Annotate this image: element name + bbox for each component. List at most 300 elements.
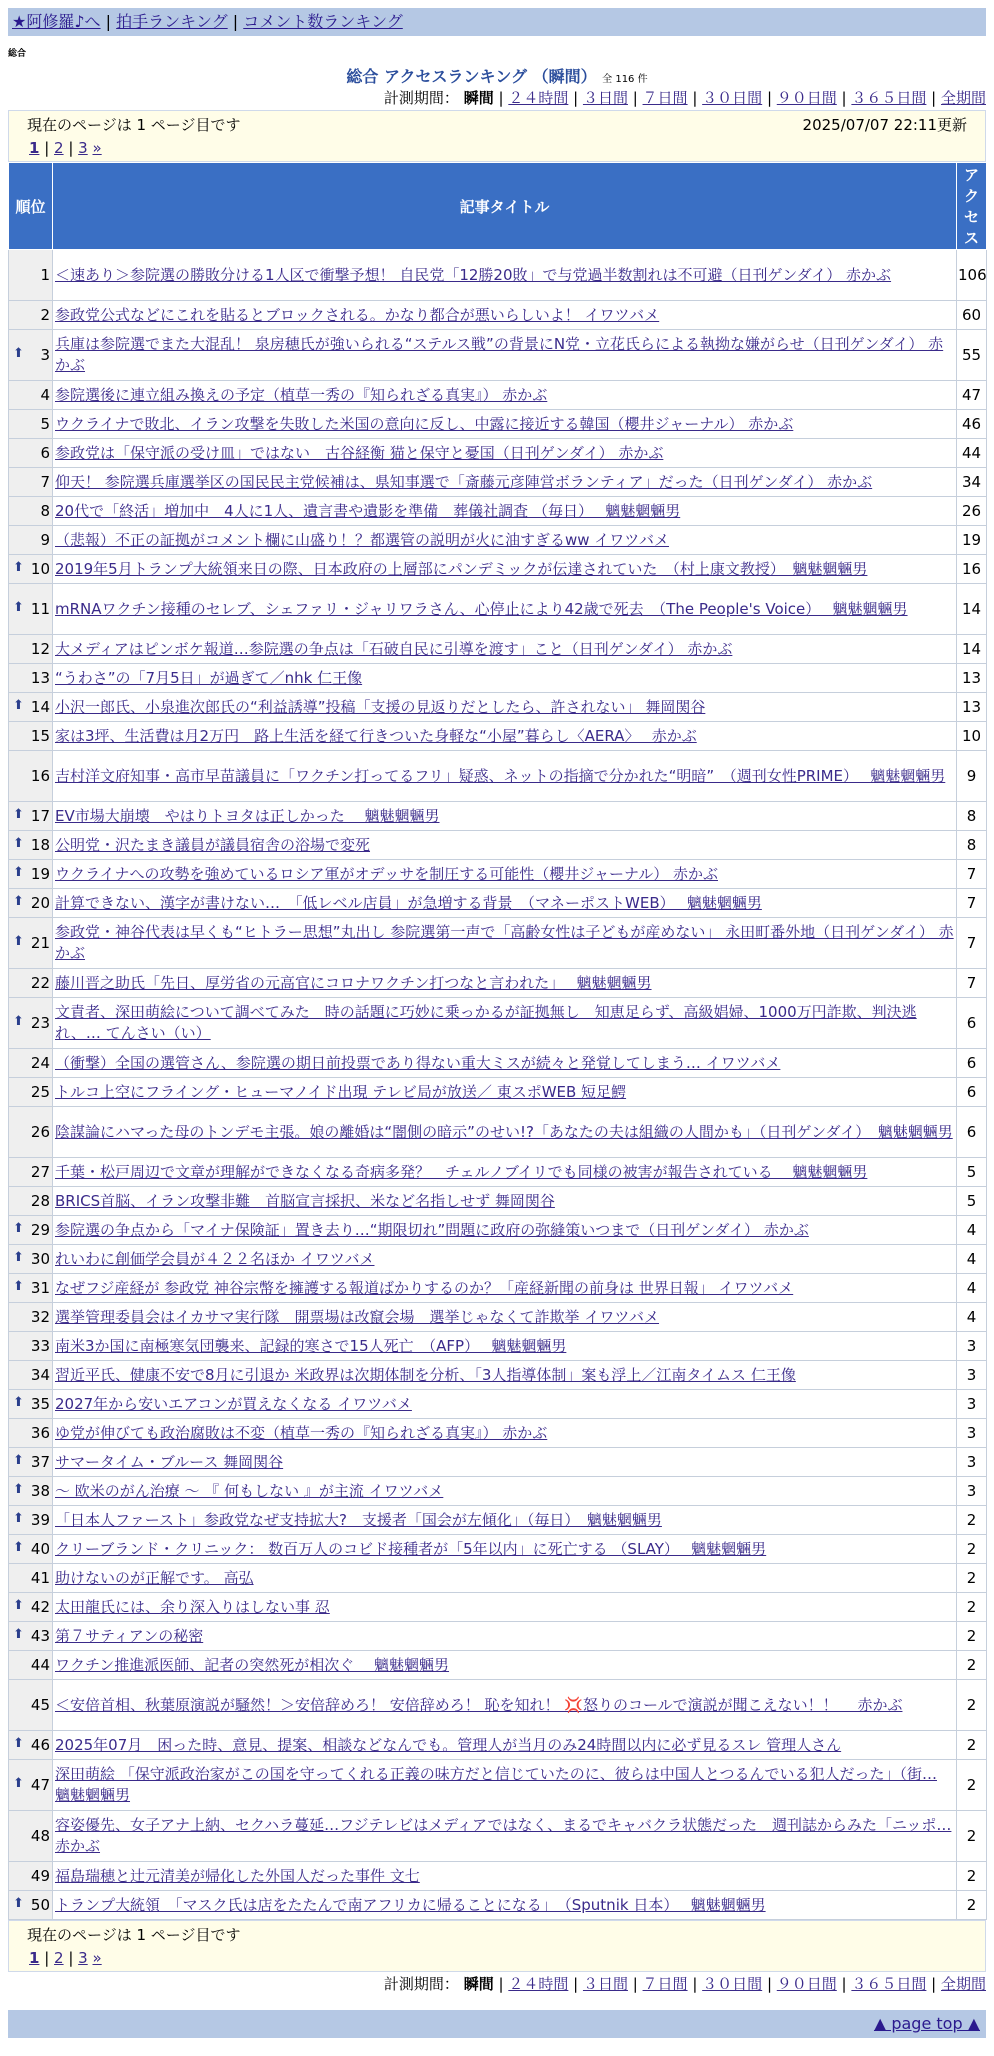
table-row	[9, 439, 987, 468]
access-count: 8	[957, 831, 987, 860]
table-row	[9, 301, 987, 330]
period-link[interactable]: ２４時間	[508, 1975, 569, 1993]
access-count: 6	[957, 1049, 987, 1078]
table-row	[9, 1862, 987, 1891]
period-link[interactable]: ３０日間	[702, 89, 763, 107]
table-row	[9, 1760, 987, 1811]
article-link[interactable]: 計算できない、漢字が書けない… 「低レベル店員」が急増する背景 （マネーポストWEB） 魑魅魍魎男	[55, 893, 762, 912]
rank-cell	[9, 1477, 53, 1506]
table-row	[9, 1216, 987, 1245]
article-link[interactable]: 太田龍氏には、余り深入りはしない事 忍	[55, 1597, 330, 1616]
article-link[interactable]: （衝撃）全国の選管さん、参院選の期日前投票であり得ない重大ミスが続々と発覚してしまう… イワツバメ	[55, 1053, 781, 1072]
page-link[interactable]: 3	[78, 1949, 88, 1967]
table-row	[9, 250, 987, 301]
title-cell	[53, 1731, 957, 1760]
rank-number: 8	[40, 502, 50, 520]
rank-number: 4	[40, 386, 50, 404]
access-count: 2	[957, 1535, 987, 1564]
title-cell	[53, 664, 957, 693]
rank-cell	[9, 1448, 53, 1477]
period-separator: |	[687, 89, 703, 107]
article-link[interactable]: 参政党・神谷代表は早くも“ヒトラー思想”丸出し 参院選第一声で「高齢女性は子どもが産めない」 永田町番外地（日刊ゲンダイ） 赤かぶ	[55, 923, 954, 962]
title-cell	[53, 1274, 957, 1303]
title-cell	[53, 1419, 957, 1448]
title-cell	[53, 1390, 957, 1419]
table-row	[9, 1731, 987, 1760]
rank-number: 37	[30, 1453, 50, 1471]
rank-number: 24	[30, 1054, 50, 1072]
table-row	[9, 1564, 987, 1593]
page-separator: |	[63, 1949, 79, 1967]
ranking-title: 総合 アクセスランキング （瞬間）	[346, 67, 597, 86]
rank-number: 38	[30, 1482, 50, 1500]
title-cell	[53, 250, 957, 301]
rank-number: 22	[30, 974, 50, 992]
period-link[interactable]: ３日間	[582, 89, 628, 107]
table-row	[9, 468, 987, 497]
rank-number: 42	[30, 1598, 50, 1616]
table-row	[9, 1506, 987, 1535]
access-count: 2	[957, 1593, 987, 1622]
page-title	[8, 64, 986, 86]
table-row	[9, 555, 987, 584]
access-count: 13	[957, 664, 987, 693]
access-count: 2	[957, 1731, 987, 1760]
table-row	[9, 1303, 987, 1332]
rank-cell	[9, 693, 53, 722]
table-row	[9, 1078, 987, 1107]
rank-up-icon: ⬆	[13, 1736, 24, 1751]
rank-up-icon: ⬆	[13, 807, 24, 822]
title-cell	[53, 439, 957, 468]
title-cell	[53, 330, 957, 381]
table-row	[9, 584, 987, 635]
title-cell	[53, 526, 957, 555]
access-count: 3	[957, 1332, 987, 1361]
article-link[interactable]: なぜフジ産経が 参政党 神谷宗幣を擁護する報道ばかりするのか？「産経新聞の前身は 世界日報」 イワツバメ	[55, 1278, 794, 1297]
period-link[interactable]: 全期間	[940, 1975, 986, 1993]
rank-number: 20	[30, 894, 50, 912]
ranking-count: 全 116 件	[602, 74, 648, 85]
col-rank-header: 順位	[9, 163, 53, 250]
period-link[interactable]: ９０日間	[776, 1975, 837, 1993]
article-link[interactable]: 参政党公式などにこれを貼るとブロックされる。かなり都合が悪いらしいよ！ イワツバメ	[55, 305, 660, 324]
rank-number: 50	[30, 1896, 50, 1914]
period-separator: |	[762, 1975, 777, 1993]
table-row	[9, 1361, 987, 1390]
access-count: 14	[957, 635, 987, 664]
updated-time: 2025/07/07 22:11更新	[802, 116, 967, 134]
period-current: 瞬間	[463, 89, 494, 107]
page-link[interactable]: 3	[78, 139, 88, 157]
rank-up-icon: ⬆	[13, 1221, 24, 1236]
access-count: 3	[957, 1390, 987, 1419]
rank-number: 11	[30, 600, 50, 618]
access-count: 2	[957, 1622, 987, 1651]
article-link[interactable]: （悲報）不正の証拠がコメント欄に山盛り！？都選管の説明が火に油すぎるww イワツバメ	[55, 530, 670, 549]
title-cell	[53, 1216, 957, 1245]
rank-cell	[9, 1535, 53, 1564]
article-link[interactable]: クリーブランド・クリニック： 数百万人のコビド接種者が「5年以内」に死亡する （SLAY） 魑魅魍魎男	[55, 1539, 767, 1558]
access-count: 4	[957, 1216, 987, 1245]
table-row	[9, 497, 987, 526]
period-selector-top	[8, 86, 986, 110]
title-cell	[53, 831, 957, 860]
rank-cell	[9, 1107, 53, 1158]
article-link[interactable]: 2025年07月 困った時、意見、提案、相談などなんでも。管理人が当月のみ24時間以内に必ず見るスレ 管理人さん	[55, 1735, 842, 1754]
rank-cell	[9, 1361, 53, 1390]
rank-up-icon: ⬆	[13, 1598, 24, 1613]
rank-cell	[9, 1651, 53, 1680]
article-link[interactable]: 習近平氏、健康不安で8月に引退か 米政界は次期体制を分析、「3人指導体制」案も浮上／江南タイムス 仁王像	[55, 1365, 796, 1384]
top-nav	[8, 8, 986, 36]
access-count: 47	[957, 381, 987, 410]
article-link[interactable]: 小沢一郎氏、小泉進次郎氏の“利益誘導”投稿「支援の見返りだとしたら、許されない」 舞岡関谷	[55, 697, 706, 716]
period-link[interactable]: ９０日間	[776, 89, 837, 107]
title-cell	[53, 1535, 957, 1564]
rank-cell	[9, 1862, 53, 1891]
rank-cell	[9, 468, 53, 497]
table-row	[9, 1049, 987, 1078]
rank-up-icon: ⬆	[13, 1511, 24, 1526]
title-cell	[53, 1593, 957, 1622]
period-link[interactable]: 全期間	[940, 89, 986, 107]
page-link[interactable]: 2	[54, 139, 64, 157]
table-row	[9, 635, 987, 664]
page-status: 現在のページは 1 ページ目です	[27, 116, 241, 134]
title-cell	[53, 860, 957, 889]
title-cell	[53, 497, 957, 526]
period-separator: |	[568, 1975, 583, 1993]
period-link[interactable]: ３６５日間	[851, 89, 927, 107]
article-link[interactable]: BRICS首脳、イラン攻撃非難 首脳宣言採択、米など名指しせず 舞岡関谷	[55, 1191, 555, 1210]
rank-number: 10	[30, 560, 50, 578]
access-count: 9	[957, 751, 987, 802]
rank-cell	[9, 1593, 53, 1622]
rank-cell	[9, 381, 53, 410]
access-count: 2	[957, 1651, 987, 1680]
col-access-header: アクセス	[957, 163, 987, 250]
rank-number: 47	[30, 1776, 50, 1794]
article-link[interactable]: 吉村洋文府知事・高市早苗議員に「ワクチン打ってるフリ」疑惑、ネットの指摘で分かれた“明暗” （週刊女性PRIME） 魑魅魍魎男	[55, 766, 946, 785]
rank-cell	[9, 555, 53, 584]
article-link[interactable]: ゆ党が伸びても政治腐敗は不変（植草一秀の『知られざる真実』） 赤かぶ	[55, 1423, 548, 1442]
rank-up-icon: ⬆	[13, 1627, 24, 1642]
article-link[interactable]: 藤川晋之助氏「先日、厚労省の元高官にコロナワクチン打つなと言われた」 魑魅魍魎男	[55, 973, 652, 992]
access-count: 3	[957, 1477, 987, 1506]
article-link[interactable]: 参政党は「保守派の受け皿」ではない 古谷経衡 猫と保守と憂国（日刊ゲンダイ） 赤かぶ	[55, 443, 664, 462]
title-cell	[53, 1760, 957, 1811]
article-link[interactable]: 家は3坪、生活費は月2万円 路上生活を経て行きついた身軽な“小屋”暮らし〈AERA〉 赤かぶ	[55, 726, 697, 745]
table-row	[9, 802, 987, 831]
period-link[interactable]: ３０日間	[702, 1975, 763, 1993]
breadcrumb: 総合	[8, 49, 27, 59]
rank-cell	[9, 918, 53, 969]
access-count: 7	[957, 918, 987, 969]
rank-cell	[9, 410, 53, 439]
rank-number: 34	[30, 1366, 50, 1384]
access-count: 6	[957, 1078, 987, 1107]
article-link[interactable]: 陰謀論にハマった母のトンデモ主張。娘の離婚は“闇側の暗示”のせい!?「あなたの夫は組織の人間かも」（日刊ゲンダイ） 魑魅魍魎男	[55, 1122, 953, 1141]
rank-up-icon: ⬆	[13, 836, 24, 851]
period-label: 計測期間：	[383, 1975, 459, 1993]
title-cell	[53, 1564, 957, 1593]
access-count: 3	[957, 1361, 987, 1390]
rank-up-icon: ⬆	[13, 560, 24, 575]
access-count: 16	[957, 555, 987, 584]
rank-cell	[9, 301, 53, 330]
page-link[interactable]: 2	[54, 1949, 64, 1967]
title-cell	[53, 1891, 957, 1920]
period-separator: |	[498, 89, 509, 107]
rank-cell	[9, 1419, 53, 1448]
table-row	[9, 1680, 987, 1731]
access-count: 60	[957, 301, 987, 330]
table-row	[9, 969, 987, 998]
table-row	[9, 381, 987, 410]
title-cell	[53, 693, 957, 722]
access-count: 6	[957, 1107, 987, 1158]
rank-number: 15	[30, 727, 50, 745]
page-next-link[interactable]: »	[92, 139, 102, 157]
rank-cell	[9, 1216, 53, 1245]
page-top-link[interactable]: ▲ page top ▲	[873, 2014, 980, 2033]
page-next-link[interactable]: »	[92, 1949, 102, 1967]
title-cell	[53, 889, 957, 918]
comment-ranking-link[interactable]: コメント数ランキング	[243, 12, 403, 31]
article-link[interactable]: ワクチン推進派医師、記者の突然死が相次ぐ 魑魅魍魎男	[55, 1655, 450, 1674]
table-row	[9, 722, 987, 751]
article-link[interactable]: トランプ大統領 「マスク氏は店をたたんで南アフリカに帰ることになる」 （Sputnik 日本） 魑魅魍魎男	[55, 1895, 766, 1914]
rank-cell	[9, 1680, 53, 1731]
access-count: 3	[957, 1448, 987, 1477]
period-separator: |	[762, 89, 777, 107]
article-link[interactable]: 第７サティアンの秘密	[55, 1626, 204, 1645]
rank-number: 12	[30, 640, 50, 658]
rank-up-icon: ⬆	[13, 1250, 24, 1265]
rank-number: 49	[30, 1867, 50, 1885]
rank-up-icon: ⬆	[13, 1395, 24, 1410]
article-link[interactable]: 千葉・松戸周辺で文章が理解ができなくなる奇病多発？ チェルノブイリでも同様の被害が報告されている 魑魅魍魎男	[55, 1162, 868, 1181]
period-link[interactable]: ２４時間	[508, 89, 569, 107]
table-row	[9, 1107, 987, 1158]
title-cell	[53, 1862, 957, 1891]
rank-cell	[9, 1078, 53, 1107]
access-count: 13	[957, 693, 987, 722]
rank-up-icon: ⬆	[13, 698, 24, 713]
rank-cell	[9, 497, 53, 526]
access-count: 55	[957, 330, 987, 381]
article-link[interactable]: サマータイム・ブルース 舞岡関谷	[55, 1452, 284, 1471]
article-link[interactable]: ＜速あり＞参院選の勝敗分ける1人区で衝撃予想！ 自民党「12勝20敗」で与党過半数割れは不可避（日刊ゲンダイ） 赤かぶ	[55, 265, 892, 284]
rank-number: 48	[30, 1827, 50, 1845]
rank-number: 25	[30, 1083, 50, 1101]
article-link[interactable]: ウクライナで敗北、イラン攻撃を失敗した米国の意向に反し、中露に接近する韓国（櫻井ジャーナル） 赤かぶ	[55, 414, 794, 433]
rank-cell	[9, 1622, 53, 1651]
access-count: 2	[957, 1506, 987, 1535]
access-count: 106	[957, 250, 987, 301]
article-link[interactable]: “うわさ”の「7月5日」が過ぎて／nhk 仁王像	[55, 668, 363, 687]
rank-number: 23	[30, 1014, 50, 1032]
rank-cell	[9, 1187, 53, 1216]
rank-number: 40	[30, 1540, 50, 1558]
rank-cell	[9, 998, 53, 1049]
rank-number: 6	[40, 444, 50, 462]
rank-cell	[9, 1303, 53, 1332]
rank-up-icon: ⬆	[13, 346, 24, 361]
rank-number: 9	[40, 531, 50, 549]
article-link[interactable]: 参院選後に連立組み換えの予定（植草一秀の『知られざる真実』） 赤かぶ	[55, 385, 548, 404]
rank-cell	[9, 802, 53, 831]
article-link[interactable]: れいわに創価学会員が４２２名ほか イワツバメ	[55, 1249, 375, 1268]
access-count: 5	[957, 1187, 987, 1216]
rank-cell	[9, 439, 53, 468]
article-link[interactable]: ウクライナへの攻勢を強めているロシア軍がオデッサを制圧する可能性（櫻井ジャーナル） 赤かぶ	[55, 864, 718, 883]
rank-number: 21	[30, 934, 50, 952]
access-count: 2	[957, 1564, 987, 1593]
article-link[interactable]: 2019年5月トランプ大統領来日の際、日本政府の上層部にパンデミックが伝達されていた （村上康文教授） 魑魅魍魎男	[55, 559, 868, 578]
article-link[interactable]: 選挙管理委員会はイカサマ実行隊 開票場は改竄会場 選挙じゃなくて詐欺挙 イワツバメ	[55, 1307, 660, 1326]
table-row	[9, 410, 987, 439]
table-row	[9, 1158, 987, 1187]
access-count: 7	[957, 889, 987, 918]
rank-number: 16	[30, 767, 50, 785]
article-link[interactable]: 容姿優先、女子アナ上納、セクハラ蔓延…フジテレビはメディアではなく、まるでキャバクラ状態だった 週刊誌からみた「ニッポ… 赤かぶ	[55, 1816, 952, 1855]
rank-cell	[9, 635, 53, 664]
rank-number: 13	[30, 669, 50, 687]
article-link[interactable]: ～ 欧米のがん治療 ～ 『 何もしない 』が主流 イワツバメ	[55, 1481, 444, 1500]
title-cell	[53, 1107, 957, 1158]
table-row	[9, 751, 987, 802]
clap-ranking-link[interactable]: 拍手ランキング	[116, 12, 228, 31]
title-cell	[53, 1622, 957, 1651]
table-row	[9, 1448, 987, 1477]
article-link[interactable]: mRNAワクチン接種のセレブ、シェファリ・ジャリワラさん、心停止により42歳で死去 （The People's Voice） 魑魅魍魎男	[55, 599, 908, 618]
nav-separator: |	[232, 12, 239, 31]
rank-number: 28	[30, 1192, 50, 1210]
rank-cell	[9, 1390, 53, 1419]
access-count: 2	[957, 1811, 987, 1862]
page-separator: |	[39, 1949, 55, 1967]
page-current[interactable]: 1	[29, 139, 40, 157]
rank-number: 19	[30, 865, 50, 883]
rank-number: 1	[40, 266, 50, 284]
table-row	[9, 889, 987, 918]
rank-number: 35	[30, 1395, 50, 1413]
article-link[interactable]: 大メディアはピンボケ報道…参院選の争点は「石破自民に引導を渡す」こと（日刊ゲンダイ） 赤かぶ	[55, 639, 733, 658]
home-link[interactable]: ★阿修羅♪へ	[12, 12, 101, 31]
table-row	[9, 1332, 987, 1361]
rank-cell	[9, 1274, 53, 1303]
access-count: 2	[957, 1760, 987, 1811]
table-row	[9, 998, 987, 1049]
title-cell	[53, 1506, 957, 1535]
article-link[interactable]: 参院選の争点から「マイナ保険証」置き去り…“期限切れ”問題に政府の弥縫策いつまで（日刊ゲンダイ） 赤かぶ	[55, 1220, 809, 1239]
title-cell	[53, 969, 957, 998]
access-count: 10	[957, 722, 987, 751]
article-link[interactable]: 福島瑞穂と辻元清美が帰化した外国人だった事件 文七	[55, 1866, 420, 1885]
page-separator: |	[39, 139, 55, 157]
table-row	[9, 1593, 987, 1622]
title-cell	[53, 410, 957, 439]
rank-number: 33	[30, 1337, 50, 1355]
access-count: 2	[957, 1891, 987, 1920]
rank-number: 45	[30, 1696, 50, 1714]
table-row	[9, 526, 987, 555]
rank-number: 17	[30, 807, 50, 825]
article-link[interactable]: 文責者、深田萌絵について調べてみた 時の話題に巧妙に乗っかるが証拠無し 知恵足らず、高級娼婦、1000万円詐欺、判決逃れ、… てんさい（い）	[55, 1003, 917, 1042]
table-row	[9, 860, 987, 889]
period-separator: |	[926, 1975, 941, 1993]
title-cell	[53, 1332, 957, 1361]
article-link[interactable]: 仰天！ 参院選兵庫選挙区の国民民主党候補は、県知事選で「斎藤元彦陣営ボランティア」だった（日刊ゲンダイ） 赤かぶ	[55, 472, 873, 491]
article-link[interactable]: 南米3か国に南極寒気団襲来、記録的寒さで15人死亡 （AFP） 魑魅魍魎男	[55, 1336, 567, 1355]
period-link[interactable]: ３日間	[582, 1975, 628, 1993]
page-status: 現在のページは 1 ページ目です	[27, 1926, 241, 1944]
table-row	[9, 1651, 987, 1680]
rank-cell	[9, 664, 53, 693]
rank-number: 2	[40, 306, 50, 324]
page-current[interactable]: 1	[29, 1949, 40, 1967]
title-cell	[53, 1477, 957, 1506]
period-separator: |	[687, 1975, 703, 1993]
article-link[interactable]: 兵庫は参院選でまた大混乱！ 泉房穂氏が強いられる“ステルス戦”の背景にN党・立花氏らによる執拗な嫌がらせ（日刊ゲンダイ） 赤かぶ	[55, 335, 944, 374]
table-row	[9, 1187, 987, 1216]
access-count: 46	[957, 410, 987, 439]
period-label: 計測期間：	[383, 89, 459, 107]
access-count: 7	[957, 860, 987, 889]
title-cell	[53, 584, 957, 635]
title-cell	[53, 1303, 957, 1332]
title-cell	[53, 1078, 957, 1107]
title-cell	[53, 1361, 957, 1390]
access-count: 5	[957, 1158, 987, 1187]
rank-cell	[9, 1760, 53, 1811]
rank-cell	[9, 1158, 53, 1187]
rank-number: 7	[40, 473, 50, 491]
pager-top	[8, 110, 986, 162]
article-link[interactable]: 「日本人ファースト」参政党なぜ支持拡大? 支援者「国会が左傾化」（毎日） 魑魅魍魎男	[55, 1510, 662, 1529]
title-cell	[53, 998, 957, 1049]
article-link[interactable]: 2027年から安いエアコンが買えなくなる イワツバメ	[55, 1394, 412, 1413]
rank-number: 43	[30, 1627, 50, 1645]
article-link[interactable]: ＜安倍首相、秋葉原演説が騒然！＞安倍辞めろ！ 安倍辞めろ！ 恥を知れ！ 💢怒りのコールで演説が聞こえない！！ 赤かぶ	[55, 1695, 903, 1714]
period-separator: |	[627, 1975, 643, 1993]
article-link[interactable]: 20代で「終活」増加中 4人に1人、遺言書や遺影を準備 葬儀社調査 （毎日） 魑魅魍魎男	[55, 501, 681, 520]
article-link[interactable]: EV市場大崩壊 やはりトヨタは正しかった 魑魅魍魎男	[55, 806, 440, 825]
rank-number: 46	[30, 1736, 50, 1754]
article-link[interactable]: 助けないのが正解です。 高弘	[55, 1568, 254, 1587]
rank-cell	[9, 584, 53, 635]
period-link[interactable]: ７日間	[642, 89, 688, 107]
table-row	[9, 330, 987, 381]
nav-separator: |	[105, 12, 112, 31]
rank-cell	[9, 831, 53, 860]
article-link[interactable]: 深田萌絵 「保守派政治家がこの国を守ってくれる正義の味方だと信じていたのに、彼らは中国人とつるんでいる犯人だった」（街… 魑魅魍魎男	[55, 1765, 937, 1804]
title-cell	[53, 1811, 957, 1862]
access-count: 6	[957, 998, 987, 1049]
period-link[interactable]: ３６５日間	[851, 1975, 927, 1993]
rank-cell	[9, 969, 53, 998]
article-link[interactable]: 公明党・沢たまき議員が議員宿舎の浴場で変死	[55, 835, 371, 854]
access-count: 14	[957, 584, 987, 635]
period-link[interactable]: ７日間	[642, 1975, 688, 1993]
rank-cell	[9, 860, 53, 889]
access-count: 3	[957, 1419, 987, 1448]
rank-number: 31	[30, 1279, 50, 1297]
rank-up-icon: ⬆	[13, 894, 24, 909]
article-link[interactable]: トルコ上空にフライング・ヒューマノイド出現 テレビ局が放送／ 東スポWEB 短足鰐	[55, 1082, 627, 1101]
